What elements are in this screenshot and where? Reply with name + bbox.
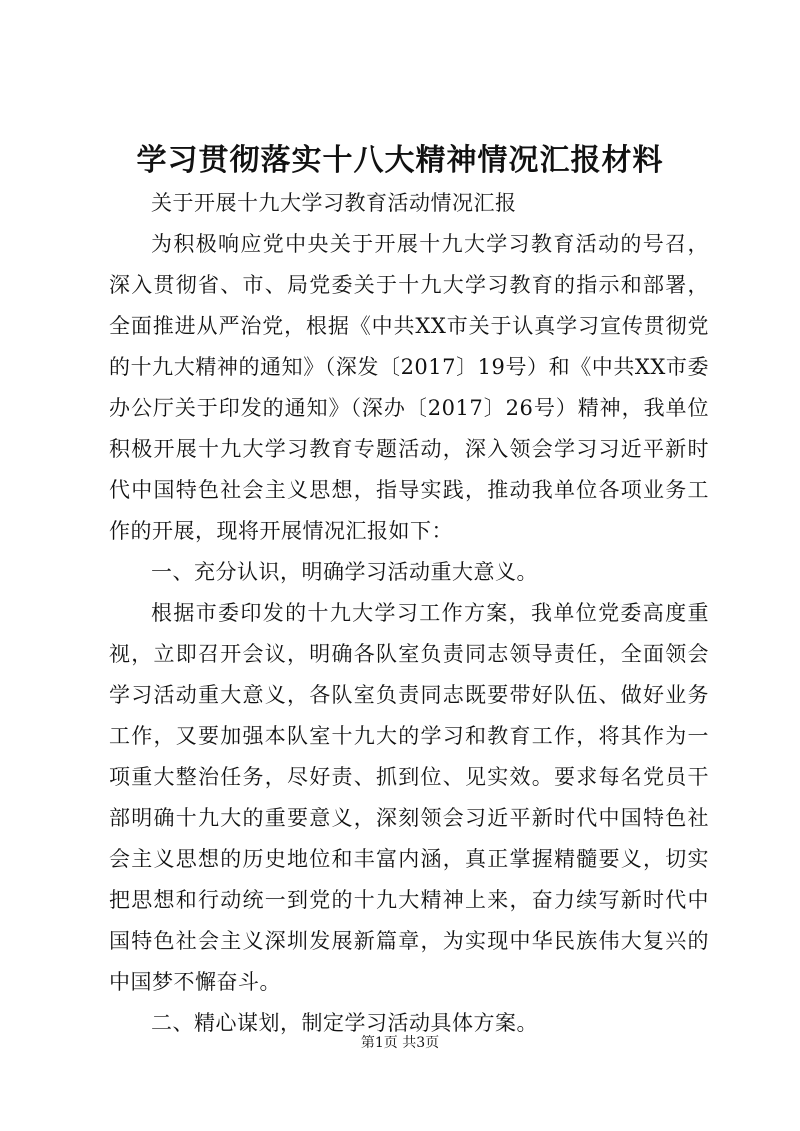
intro-paragraph: 为积极响应党中央关于开展十九大学习教育活动的号召，深入贯彻省、市、局党委关于十九大学习教育的指示和部署，全面推进从严治党，根据《中共XX市关于认真学习宣传贯彻党的十九大精神的通知》（深发〔2017〕19号）和《中共XX市委办公厅关于印发的通知》（深办〔2017〕26号）精神，我单位积极开展十九大学习教育专题活动，深入领会学习习近平新时代中国特色社会主义思想，指导实践，推动我单位各项业务工作的开展，现将开展情况汇报如下：	[109, 232, 709, 543]
section-heading-2: 二、精心谋划，制定学习活动具体方案。	[151, 1011, 538, 1035]
section-1-paragraph: 根据市委印发的十九大学习工作方案，我单位党委高度重视，立即召开会议，明确各队室负责同志领导责任，全面领会学习活动重大意义，各队室负责同志既要带好队伍、做好业务工作，又要加强本队室十九大的学习和教育工作，将其作为一项重大整治任务，尽好责、抓到位、见实效。要求每名党员干部明确十九大的重要意义，深刻领会习近平新时代中国特色社会主义思想的历史地位和丰富内涵，真正掌握精髓要义，切实把思想和行动统一到党的十九大精神上来，奋力续写新时代中国特色社会主义深圳发展新篇章，为实现中华民族伟大复兴的中国梦不懈奋斗。	[109, 601, 709, 994]
document-body	[109, 183, 709, 1044]
page-footer: 第1页 共3页	[360, 1035, 440, 1051]
document-title: 学习贯彻落实十八大精神情况汇报材料	[136, 143, 664, 178]
section-heading-1: 一、充分认识，明确学习活动重大意义。	[151, 560, 538, 584]
subtitle-paragraph: 关于开展十九大学习教育活动情况汇报	[151, 191, 517, 215]
